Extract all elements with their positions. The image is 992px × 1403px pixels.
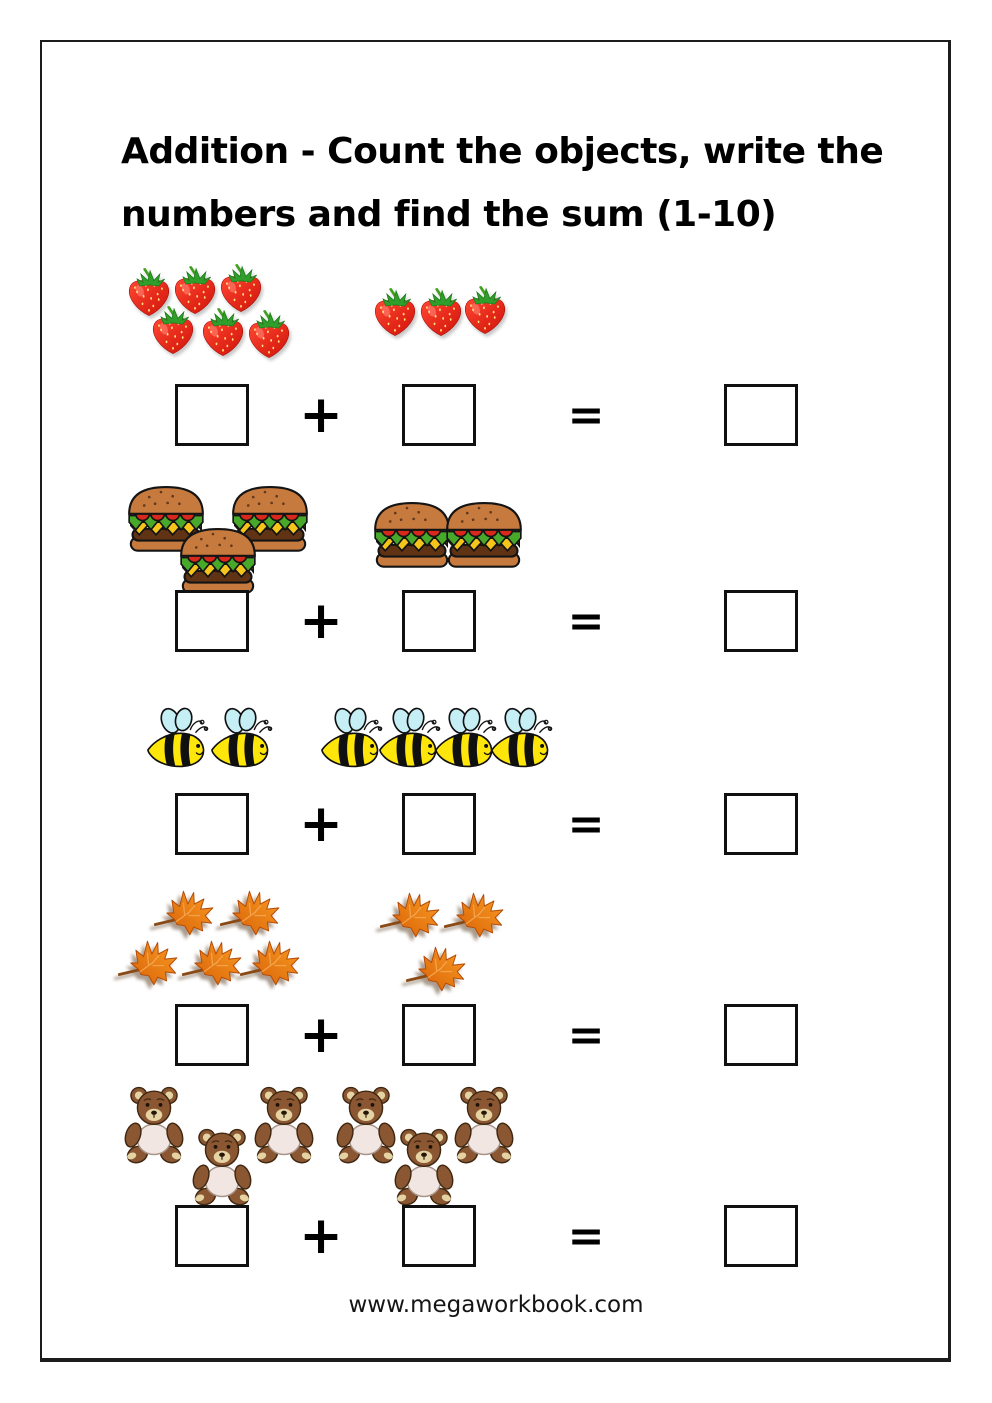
plus-sign: + (299, 1005, 343, 1065)
page-title-line2: numbers and find the sum (1-10) (121, 194, 777, 235)
addend1-box[interactable] (175, 1004, 249, 1066)
sum-box[interactable] (724, 384, 798, 446)
strawberry-icon (214, 264, 268, 314)
sum-box[interactable] (724, 1004, 798, 1066)
teddy-bear-icon (248, 1082, 320, 1168)
addend1-box[interactable] (175, 793, 249, 855)
leaf-icon (154, 886, 218, 940)
addend1-box[interactable] (175, 384, 249, 446)
leaf-icon (182, 936, 246, 990)
equals-sign: = (567, 798, 605, 850)
bee-icon (208, 704, 274, 772)
burger-icon (442, 498, 526, 570)
leaf-icon (406, 942, 470, 996)
bee-icon (488, 704, 554, 772)
sum-box[interactable] (724, 1205, 798, 1267)
plus-sign: + (299, 385, 343, 445)
equals-sign: = (567, 595, 605, 647)
leaf-icon (380, 888, 444, 942)
addend2-box[interactable] (402, 590, 476, 652)
bee-icon (144, 704, 210, 772)
leaf-icon (118, 936, 182, 990)
addend2-box[interactable] (402, 1205, 476, 1267)
page-title-line1: Addition - Count the objects, write the (121, 131, 884, 172)
sum-box[interactable] (724, 590, 798, 652)
bee-icon (318, 704, 384, 772)
addend2-box[interactable] (402, 793, 476, 855)
strawberry-icon (458, 286, 512, 336)
plus-sign: + (299, 1206, 343, 1266)
addend1-box[interactable] (175, 1205, 249, 1267)
addend1-box[interactable] (175, 590, 249, 652)
equals-sign: = (567, 1009, 605, 1061)
plus-sign: + (299, 794, 343, 854)
addend2-box[interactable] (402, 384, 476, 446)
website-url: www.megaworkbook.com (348, 1292, 644, 1318)
sum-box[interactable] (724, 793, 798, 855)
burger-icon (176, 524, 260, 596)
leaf-icon (220, 886, 284, 940)
teddy-bear-icon (388, 1124, 460, 1210)
strawberry-icon (146, 306, 200, 356)
addend2-box[interactable] (402, 1004, 476, 1066)
equals-sign: = (567, 1210, 605, 1262)
equals-sign: = (567, 389, 605, 441)
page-title (121, 120, 921, 246)
strawberry-icon (242, 310, 296, 360)
leaf-icon (240, 936, 304, 990)
teddy-bear-icon (118, 1082, 190, 1168)
teddy-bear-icon (186, 1124, 258, 1210)
leaf-icon (444, 888, 508, 942)
plus-sign: + (299, 591, 343, 651)
